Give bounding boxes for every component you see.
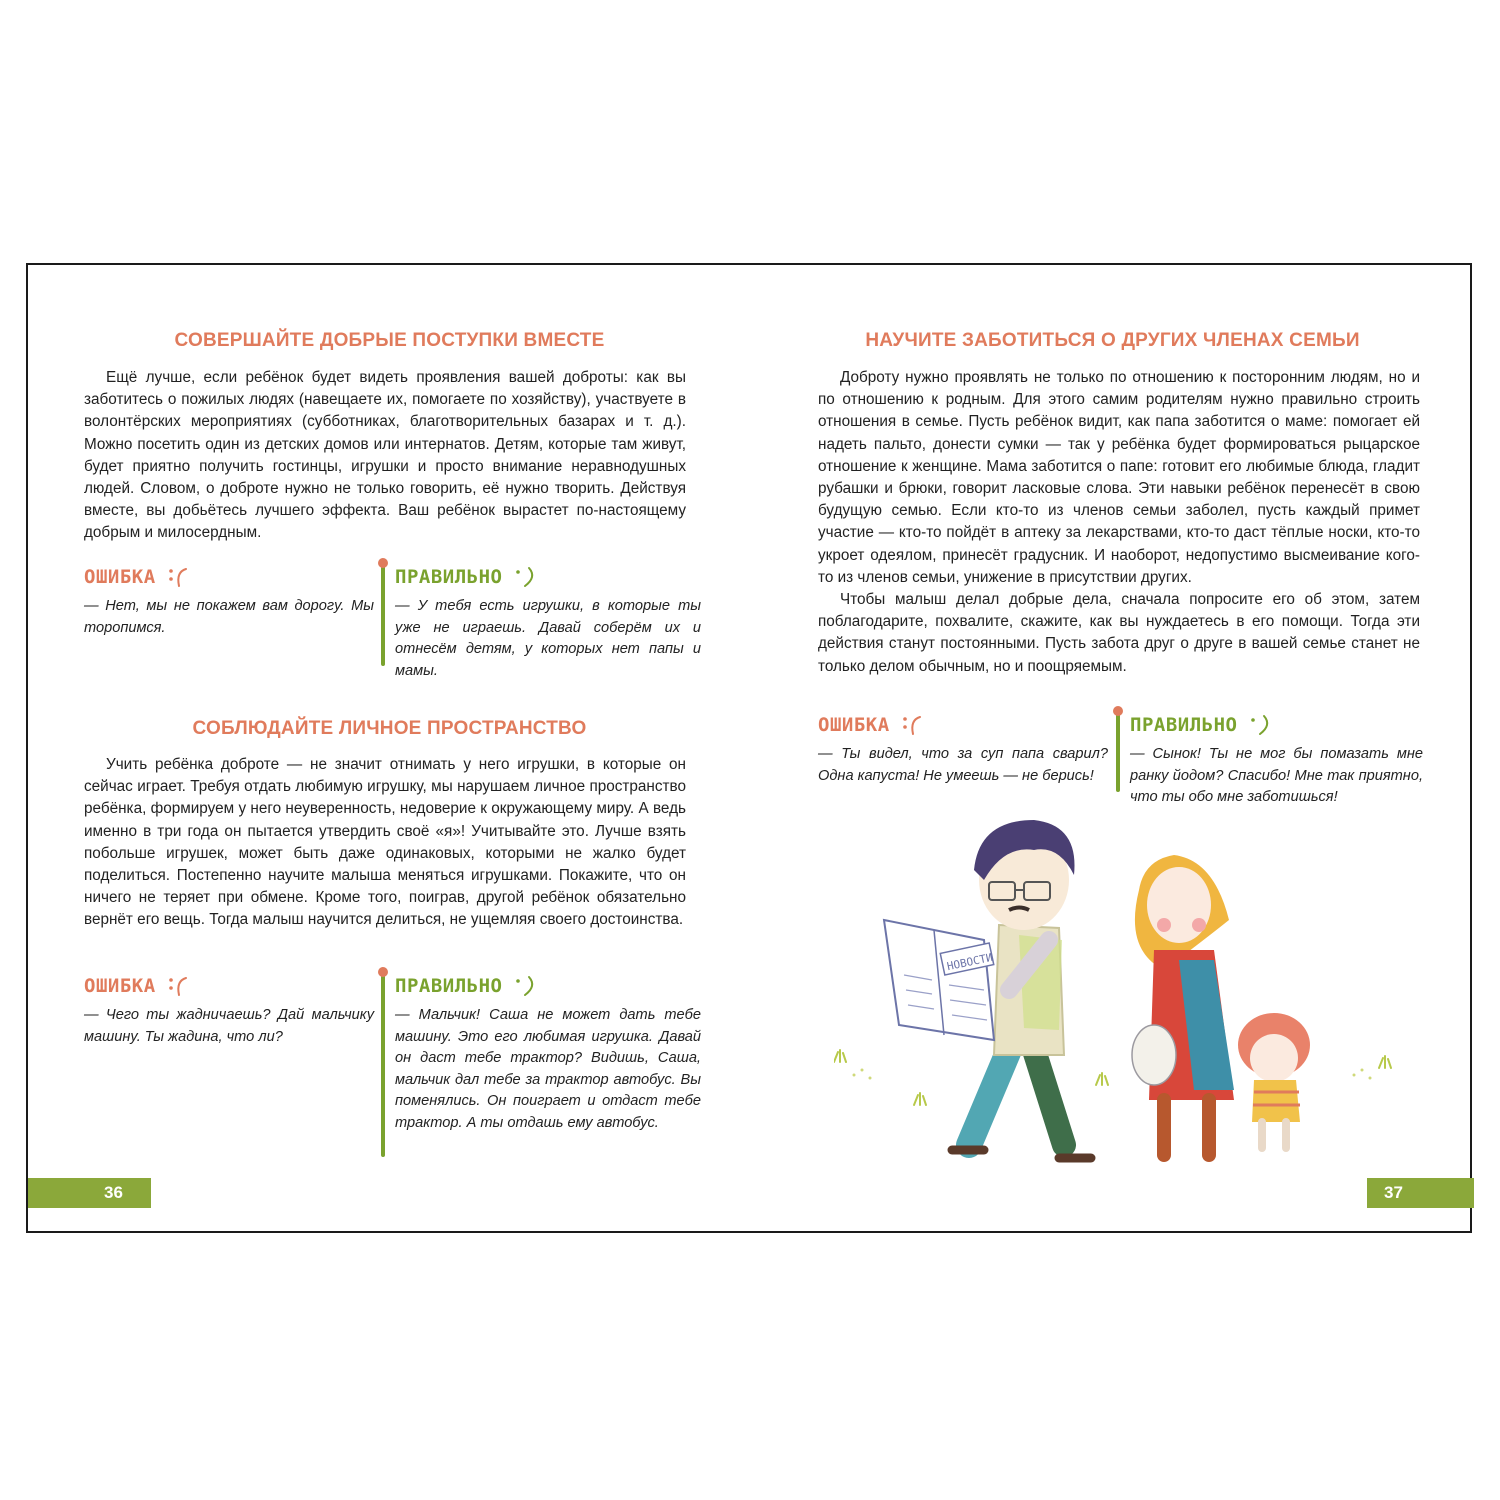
paragraph-text: Доброту нужно проявлять не только по отношению к посторонним людям, но и по отношению к родным. Для этого самим родителям нужно правильно строить отношения в семье. Пусть ребёнок видит, как папа заботится о маме: помогает ей надеть пальто, донести сумки — так у ребёнка будет формироваться рыцарское отношение к женщине. Мама заботится о папе: готовит его любимые блюда, гладит рубашки и брюки, говорит ласковые слова. Эти навыки ребёнок перенесёт в свою будущую семью. Если кто-то из членов семьи заболел, пусть каждый примет участие — кто-то пойдёт в аптеку за лекарствами, кто-то даст тёплые носки, кто-то укроет одеялом, принесёт градусник. И наоборот, недопустимо высмеивание кого-то из членов семьи, унижение в присутствии других. [818, 369, 1420, 586]
divider-bar [1116, 714, 1120, 792]
correct-text: — Мальчик! Саша не может дать тебе машину. Это его любимая игрушка. Давай он даст тебе трактор? Видишь, Саша, мальчик дал тебе за трактор автобус. Вы поменялись. Он поиграет и отдаст тебе трактор. А ты отдашь ему автобус. [395, 1007, 701, 1131]
section-heading: НАУЧИТЕ ЗАБОТИТЬСЯ О ДРУГИХ ЧЛЕНАХ СЕМЬИ [865, 330, 1360, 351]
section-paragraph [84, 367, 686, 545]
mother-figure [1132, 855, 1234, 1155]
mistake-text: — Ты видел, что за суп папа сварил? Одна капуста! Не умеешь — не берись! [818, 746, 1108, 784]
smile-face-icon [512, 564, 538, 590]
divider-dot [1113, 706, 1123, 716]
newspaper [884, 920, 994, 1040]
left-page [28, 265, 751, 1231]
paragraph-text: Ещё лучше, если ребёнок будет видеть проявления вашей доброты: как вы заботитесь о пожилых людях (навещаете их, помогаете по хозяйству), участвуете в волонтёрских мероприятиях (субботниках, благотворительных базарах и т. д.). Можно посетить один из детских домов или интернатов. Детям, которые там живут, будет приятно получить гостинцы, игрушки и просто внимание неравнодушных людей. Словом, о доброте нужно не только говорить, её нужно творить. Действуя вместе, вы добьётесь лучшего эффекта. Ваш ребёнок вырастет по-настоящему добрым и милосердным. [84, 369, 686, 542]
correct-label: ПРАВИЛЬНО [395, 566, 503, 588]
sad-face-icon [900, 712, 926, 738]
page-number: 37 [1384, 1183, 1403, 1202]
mistake-label: ОШИБКА [84, 975, 156, 997]
mistake-text: — Чего ты жадничаешь? Дай мальчику машину. Ты жадина, что ли? [84, 1007, 374, 1045]
smile-face-icon [1247, 712, 1273, 738]
section-heading: СОВЕРШАЙТЕ ДОБРЫЕ ПОСТУПКИ ВМЕСТЕ [174, 330, 605, 351]
correct-label: ПРАВИЛЬНО [395, 975, 503, 997]
correct-block [381, 562, 701, 679]
divider-bar [381, 975, 385, 1157]
family-illustration [834, 800, 1404, 1170]
correct-block [1116, 710, 1423, 806]
mistake-label: ОШИБКА [818, 714, 890, 736]
mistake-label: ОШИБКА [84, 566, 156, 588]
grass-decor [834, 1050, 1391, 1105]
mistake-block [84, 562, 374, 639]
divider-dot [378, 558, 388, 568]
sad-face-icon [166, 564, 192, 590]
paragraph-text: Учить ребёнка доброте — не значит отнимать у него игрушки, в которые он сейчас играет. Требуя отдать любимую игрушку, мы нарушаем личное пространство ребёнка, формируем у него неуверенность, недоверие к окружающему миру. А ведь именно в три года он пытается утвердить своё «я»! Учитывайте это. Лучше взять побольше игрушек, может быть даже одинаковых, которыми не жалко будет поделиться. Постепенно научите малыша меняться игрушками. Покажите, что он ничего не теряет при обмене. Кроме того, поиграв, другой ребёнок обязательно вернёт его вещь. Тогда малыш научится делиться, не ущемляя своего достоинства. [84, 756, 686, 929]
page-number-band [28, 1178, 151, 1208]
correct-text: — Сынок! Ты не мог бы помазать мне ранку йодом? Спасибо! Мне так приятно, что ты обо мне заботишься! [1130, 746, 1423, 806]
sad-face-icon [166, 973, 192, 999]
section-heading: СОБЛЮДАЙТЕ ЛИЧНОЕ ПРОСТРАНСТВО [192, 718, 587, 739]
divider-dot [378, 967, 388, 977]
newspaper-headline: НОВОСТИ [945, 950, 994, 974]
smile-face-icon [512, 973, 538, 999]
page-number: 36 [104, 1183, 123, 1202]
section-paragraph [818, 367, 1420, 678]
correct-text: — У тебя есть игрушки, в которые ты уже не играешь. Давай соберём их и отнесём детям, у которых нет папы и мамы. [395, 598, 701, 679]
correct-label: ПРАВИЛЬНО [1130, 714, 1238, 736]
section-paragraph [84, 754, 686, 932]
child-figure [1238, 1013, 1310, 1148]
paragraph-text: Чтобы малыш делал добрые дела, сначала попросите его об этом, затем поблагодарите, похвалите, скажите, как вы нуждаетесь в его помощи. Тогда эти действия станут постоянными. Пусть забота друг о друге в вашей семье станет не только делом обычным, но и поощряемым. [818, 591, 1420, 675]
mistake-block [84, 971, 374, 1048]
page-number-band [1367, 1178, 1474, 1208]
divider-bar [381, 566, 385, 666]
mistake-block [818, 710, 1108, 787]
correct-block [381, 971, 701, 1157]
mistake-text: — Нет, мы не покажем вам дорогу. Мы торопимся. [84, 598, 374, 636]
